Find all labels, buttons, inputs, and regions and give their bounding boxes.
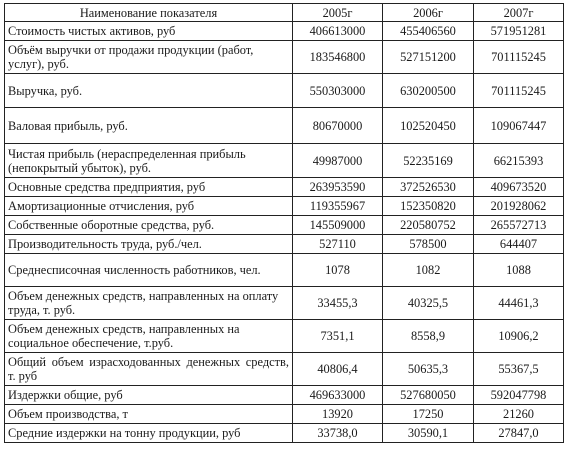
value-2005: 33738,0 <box>293 424 383 443</box>
value-2006: 152350820 <box>383 197 474 216</box>
table-row <box>5 424 564 443</box>
value-2007: 55367,5 <box>474 353 564 386</box>
row-label: Чистая прибыль (нераспределенная прибыль (непокрытый убыток), руб. <box>5 144 293 178</box>
header-indicator-name: Наименование показателя <box>5 4 293 22</box>
value-2007: 701115245 <box>474 41 564 74</box>
value-2006: 1082 <box>383 254 474 287</box>
value-2005: 183546800 <box>293 41 383 74</box>
row-label: Выручка, руб. <box>5 74 293 108</box>
table-row <box>5 197 564 216</box>
value-2006: 17250 <box>383 405 474 424</box>
value-2007: 21260 <box>474 405 564 424</box>
value-2006: 527151200 <box>383 41 474 74</box>
row-label: Объем производства, т <box>5 405 293 424</box>
row-label: Стоимость чистых активов, руб <box>5 22 293 41</box>
row-label: Объем денежных средств, направленных на социальное обеспечение, т.руб. <box>5 320 293 353</box>
header-year-2006: 2006г <box>383 4 474 22</box>
table-row <box>5 108 564 144</box>
value-2005: 40806,4 <box>293 353 383 386</box>
table-row <box>5 22 564 41</box>
value-2007: 201928062 <box>474 197 564 216</box>
value-2005: 33455,3 <box>293 287 383 320</box>
value-2007: 10906,2 <box>474 320 564 353</box>
table-row <box>5 144 564 178</box>
table-row <box>5 216 564 235</box>
row-label: Общий объем израсходованных денежных средств, т. руб <box>5 353 293 386</box>
value-2006: 372526530 <box>383 178 474 197</box>
value-2006: 8558,9 <box>383 320 474 353</box>
row-label: Собственные оборотные средства, руб. <box>5 216 293 235</box>
value-2006: 102520450 <box>383 108 474 144</box>
row-label: Амортизационные отчисления, руб <box>5 197 293 216</box>
value-2006: 30590,1 <box>383 424 474 443</box>
value-2006: 527680050 <box>383 386 474 405</box>
table-row <box>5 178 564 197</box>
table-row <box>5 235 564 254</box>
row-label: Средние издержки на тонну продукции, руб <box>5 424 293 443</box>
row-label: Издержки общие, руб <box>5 386 293 405</box>
value-2007: 571951281 <box>474 22 564 41</box>
value-2006: 630200500 <box>383 74 474 108</box>
value-2007: 644407 <box>474 235 564 254</box>
table-row <box>5 74 564 108</box>
indicators-table <box>4 3 564 443</box>
value-2007: 27847,0 <box>474 424 564 443</box>
value-2006: 40325,5 <box>383 287 474 320</box>
value-2007: 66215393 <box>474 144 564 178</box>
row-label: Объём выручки от продажи продукции (работ, услуг), руб. <box>5 41 293 74</box>
row-label: Валовая прибыль, руб. <box>5 108 293 144</box>
table-row <box>5 353 564 386</box>
value-2005: 550303000 <box>293 74 383 108</box>
row-label: Объем денежных средств, направленных на оплату труда, т. руб. <box>5 287 293 320</box>
value-2006: 578500 <box>383 235 474 254</box>
value-2005: 145509000 <box>293 216 383 235</box>
value-2005: 1078 <box>293 254 383 287</box>
value-2005: 263953590 <box>293 178 383 197</box>
value-2007: 265572713 <box>474 216 564 235</box>
header-row <box>5 4 564 22</box>
header-year-2005: 2005г <box>293 4 383 22</box>
row-label: Производительность труда, руб./чел. <box>5 235 293 254</box>
value-2005: 406613000 <box>293 22 383 41</box>
value-2007: 592047798 <box>474 386 564 405</box>
row-label: Основные средства предприятия, руб <box>5 178 293 197</box>
value-2006: 455406560 <box>383 22 474 41</box>
value-2007: 701115245 <box>474 74 564 108</box>
value-2006: 220580752 <box>383 216 474 235</box>
value-2006: 52235169 <box>383 144 474 178</box>
table-row <box>5 41 564 74</box>
value-2005: 527110 <box>293 235 383 254</box>
value-2005: 13920 <box>293 405 383 424</box>
value-2005: 119355967 <box>293 197 383 216</box>
value-2007: 409673520 <box>474 178 564 197</box>
value-2005: 80670000 <box>293 108 383 144</box>
value-2007: 44461,3 <box>474 287 564 320</box>
row-label: Среднесписочная численность работников, чел. <box>5 254 293 287</box>
value-2007: 109067447 <box>474 108 564 144</box>
value-2006: 50635,3 <box>383 353 474 386</box>
table-row <box>5 386 564 405</box>
table-row <box>5 405 564 424</box>
value-2005: 49987000 <box>293 144 383 178</box>
value-2007: 1088 <box>474 254 564 287</box>
table-row <box>5 254 564 287</box>
value-2005: 469633000 <box>293 386 383 405</box>
table-row <box>5 287 564 320</box>
value-2005: 7351,1 <box>293 320 383 353</box>
header-year-2007: 2007г <box>474 4 564 22</box>
table-row <box>5 320 564 353</box>
